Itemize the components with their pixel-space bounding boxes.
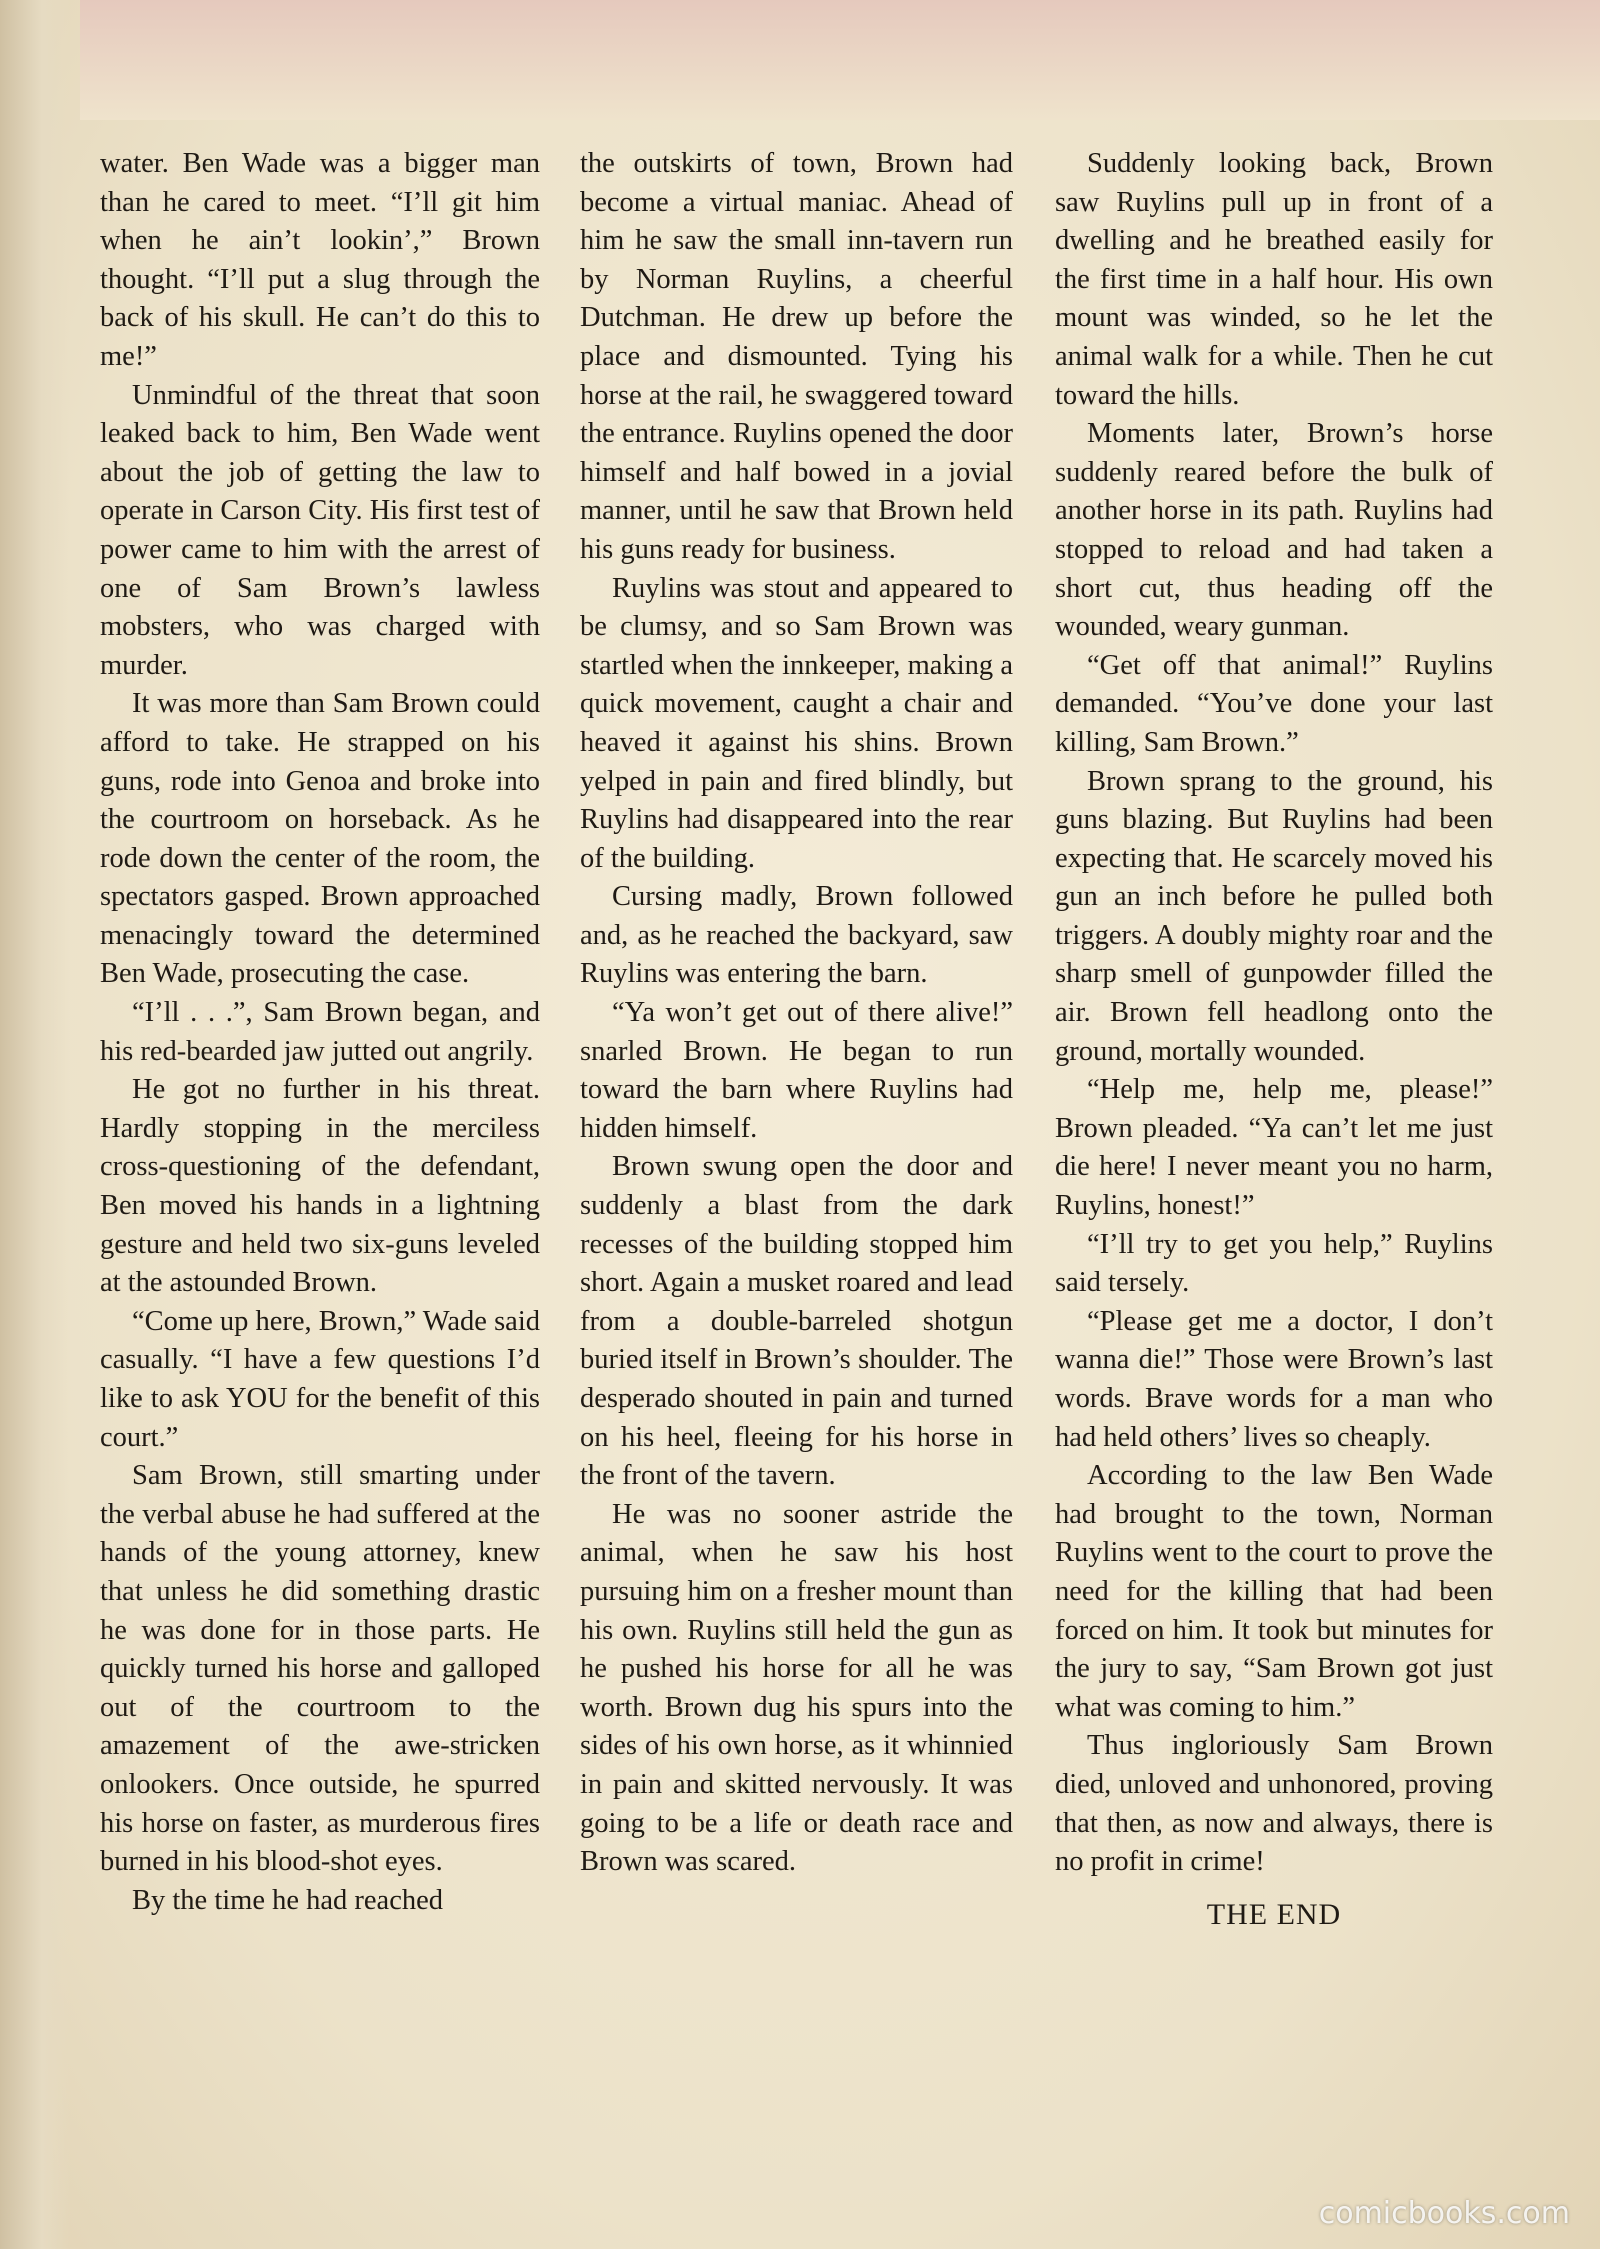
paragraph: Brown swung open the door and suddenly a blast from the dark recesses of the building stopped him short. Again a musket roared and lead from a double-barreled shotgun buried itself in Brown’s shoulder. The desperado shouted in pain and turned on his heel, fleeing for his horse in the front of the tavern. bbox=[580, 1151, 1013, 1492]
watermark: comicbooks.com bbox=[1318, 2196, 1570, 2231]
text-column-3 bbox=[1055, 145, 1493, 1934]
paragraph: Sam Brown, still smarting under the verbal abuse he had suffered at the hands of the young attorney, knew that unless he did something drastic he was done for in those parts. He quickly turned his horse and galloped out of the courtroom to the amazement of the awe-stricken onlookers. Once outside, he spurred his horse on faster, as murderous fires burned in his blood-shot eyes. bbox=[100, 1460, 540, 1878]
paragraph: the outskirts of town, Brown had become a virtual maniac. Ahead of him he saw the small inn-tavern run by Norman Ruylins, a cheerful Dutchman. He drew up before the place and dismounted. Tying his horse at the rail, he swaggered toward the entrance. Ruylins opened the door himself and half bowed in a jovial manner, until he saw that Brown held his guns ready for business. bbox=[580, 148, 1013, 565]
paragraph: Brown sprang to the ground, his guns blazing. But Ruylins had been expecting that. He scarcely moved his gun an inch before he pulled both triggers. A doubly mighty roar and the sharp smell of gunpowder filled the air. Brown fell headlong onto the ground, mortally wounded. bbox=[1055, 765, 1493, 1067]
text-column-1 bbox=[100, 145, 540, 1920]
paragraph: water. Ben Wade was a bigger man than he cared to meet. “I’ll git him when he ain’t lookin’,” Brown thought. “I’ll put a slug through the back of his skull. He can’t do this to me!” bbox=[100, 148, 540, 372]
paragraph: It was more than Sam Brown could afford to take. He strapped on his guns, rode into Genoa and broke into the courtroom on horseback. As he rode down the center of the room, the spectators gasped. Brown approached menacingly toward the determined Ben Wade, prosecuting the case. bbox=[100, 688, 540, 990]
text-column-2 bbox=[580, 145, 1013, 1882]
paragraph: “Ya won’t get out of there alive!” snarled Brown. He began to run toward the barn where Ruylins had hidden himself. bbox=[580, 997, 1013, 1144]
paragraph: Cursing madly, Brown followed and, as he reached the backyard, saw Ruylins was entering the barn. bbox=[580, 881, 1013, 990]
paragraph: By the time he had reached bbox=[132, 1884, 443, 1916]
paragraph: He was no sooner astride the animal, when he saw his host pursuing him on a fresher mount than his own. Ruylins still held the gun as he pushed his horse for all he was worth. Brown dug his spurs into the sides of his own horse, as it whinnied in pain and skitted nervously. It was going to be a life or death race and Brown was scared. bbox=[580, 1498, 1013, 1878]
paragraph: “Come up here, Brown,” Wade said casually. “I have a few questions I’d like to ask YOU for the benefit of this court.” bbox=[100, 1305, 540, 1453]
paragraph: Moments later, Brown’s horse suddenly reared before the bulk of another horse in its path. Ruylins had stopped to reload and had taken a short cut, thus heading off the wounded, weary gunman. bbox=[1055, 418, 1493, 643]
paragraph: Unmindful of the threat that soon leaked back to him, Ben Wade went about the job of getting the law to operate in Carson City. His first test of power came to him with the arrest of one of Sam Brown’s lawless mobsters, who was charged with murder. bbox=[100, 379, 540, 681]
paragraph: According to the law Ben Wade had brought to the town, Norman Ruylins went to the court to prove the need for the killing that had been forced on him. It took but minutes for the jury to say, “Sam Brown got just what was coming to him.” bbox=[1055, 1460, 1493, 1723]
paragraph: “I’ll try to get you help,” Ruylins said tersely. bbox=[1055, 1228, 1493, 1299]
page-top-band bbox=[80, 0, 1600, 120]
paragraph: “Please get me a doctor, I don’t wanna die!” Those were Brown’s last words. Brave words for a man who had held others’ lives so cheaply. bbox=[1055, 1305, 1493, 1453]
the-end-label: THE END bbox=[1206, 1897, 1342, 1931]
paragraph: Thus ingloriously Sam Brown died, unloved and unhonored, proving that then, as now and always, there is no profit in crime! bbox=[1055, 1730, 1493, 1878]
paragraph: “Get off that animal!” Ruylins demanded. “You’ve done your last killing, Sam Brown.” bbox=[1055, 649, 1493, 758]
paragraph: “I’ll . . .”, Sam Brown began, and his red-bearded jaw jutted out angrily. bbox=[100, 997, 540, 1067]
paragraph: He got no further in his threat. Hardly stopping in the merciless cross-questioning of the defendant, Ben moved his hands in a lightning gesture and held two six-guns leveled at the astounded Brown. bbox=[100, 1074, 540, 1299]
paragraph: “Help me, help me, please!” Brown pleaded. “Ya can’t let me just die here! I never meant you no harm, Ruylins, honest!” bbox=[1055, 1074, 1493, 1222]
page-binding-edge bbox=[0, 0, 70, 2249]
paragraph: Suddenly looking back, Brown saw Ruylins pull up in front of a dwelling and he breathed easily for the first time in a half hour. His own mount was winded, so he let the animal walk for a while. Then he cut toward the hills. bbox=[1055, 148, 1493, 411]
paragraph: Ruylins was stout and appeared to be clumsy, and so Sam Brown was startled when the innkeeper, making a quick movement, caught a chair and heaved it against his shins. Brown yelped in pain and fired blindly, but Ruylins had disappeared into the rear of the building. bbox=[580, 572, 1013, 874]
